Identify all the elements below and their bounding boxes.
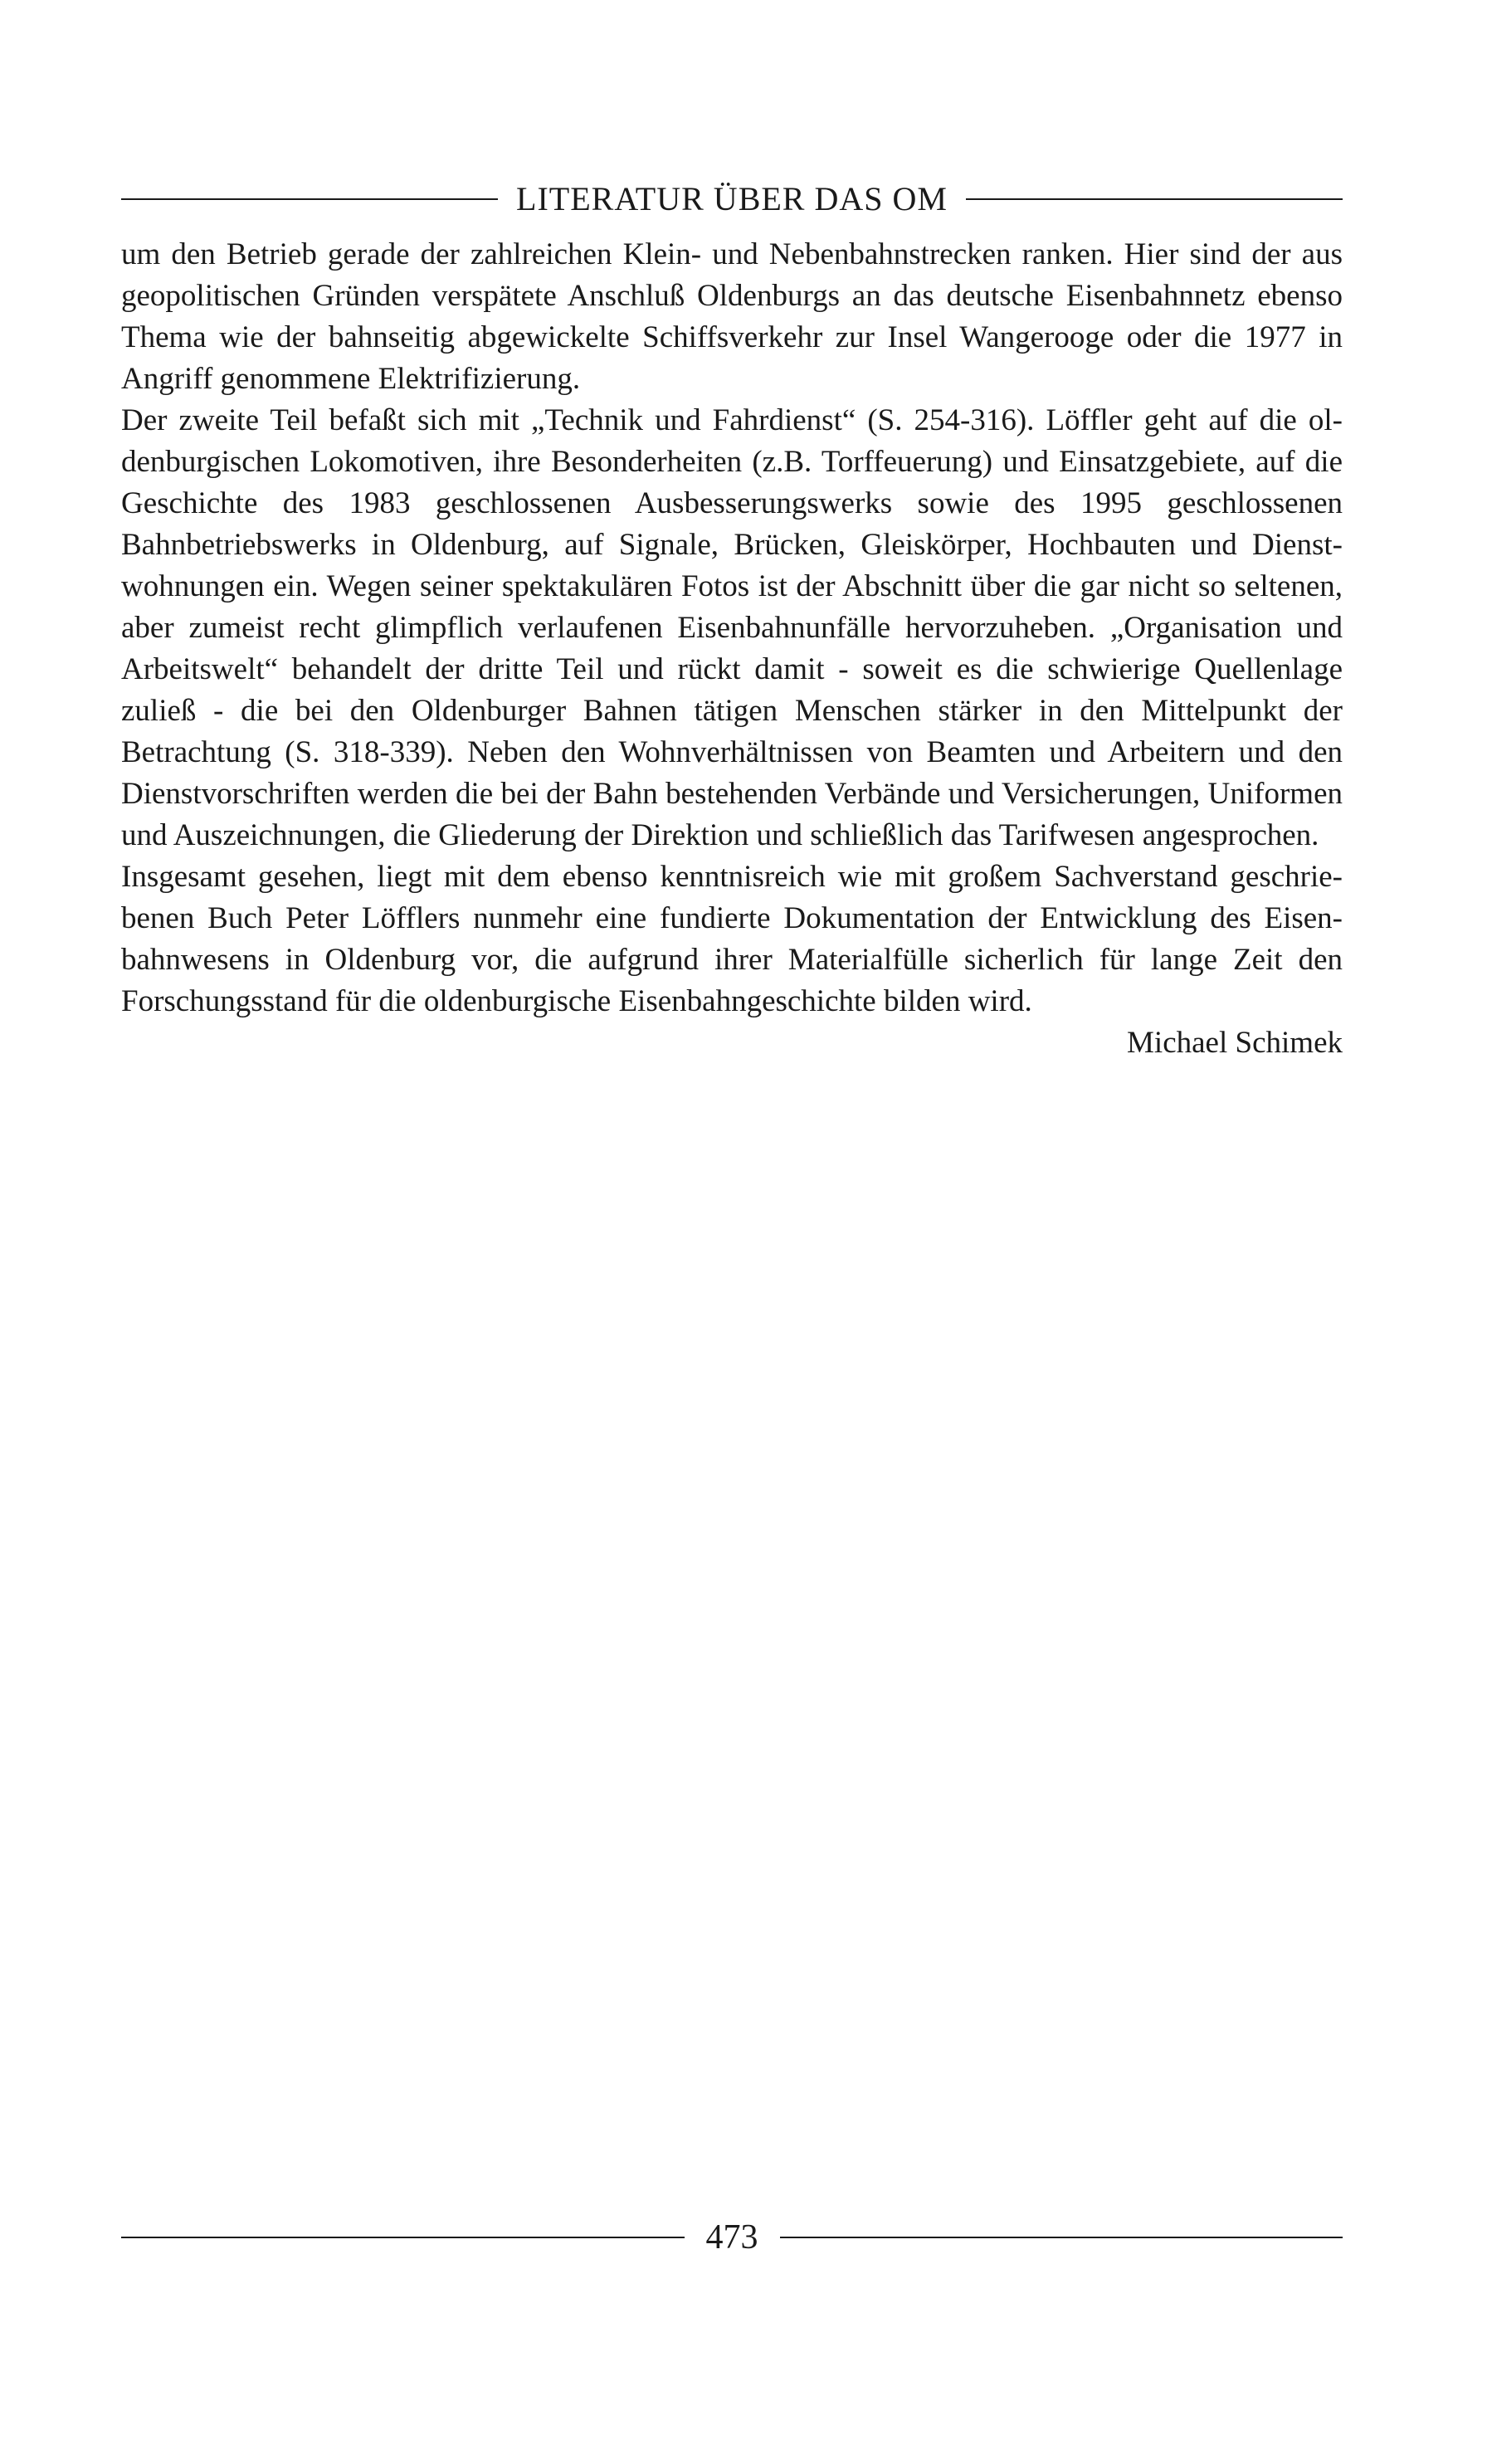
footer-rule-left xyxy=(121,2237,685,2238)
header-title: LITERATUR ÜBER DAS OM xyxy=(516,180,948,217)
paragraph-1: um den Betrieb gerade der zahlreichen Klein- und Nebenbahnstrecken ranken. Hier sind der aus geopolitischen Gründen verspätete Anschluß Oldenburgs an das deutsche Eisenbahnnetz ebenso Thema wie der bahnseitig abgewickelte Schiffsverkehr zur Insel Wangerooge oder die 1977 in Angriff genommene Elektrifizierung. xyxy=(121,237,1343,396)
body-text xyxy=(121,234,1343,1064)
author-signature: Michael Schimek xyxy=(1127,1026,1343,1060)
header-rule-left xyxy=(121,198,498,200)
page-number: 473 xyxy=(705,2218,758,2257)
running-header xyxy=(121,176,1343,222)
header-rule-right xyxy=(966,198,1343,200)
page-footer xyxy=(121,2213,1343,2262)
footer-rule-right xyxy=(780,2237,1343,2238)
paragraph-2: Der zweite Teil befaßt sich mit „Technik und Fahrdienst“ (S. 254-316). Löffler geht auf die oldenburgischen Lokomotiven, ihre Besonderheiten (z.B. Torffeuerung) und Einsatzgebiete, auf die Geschichte des 1983 geschlossenen Ausbesserungswerks sowie des 1995 geschlossenen Bahnbetriebswerks in Oldenburg, auf Signale, Brücken, Gleiskörper, Hochbauten und Dienstwohnungen ein. Wegen seiner spektakulären Fotos ist der Abschnitt über die gar nicht so seltenen, aber zumeist recht glimpflich verlaufenen Eisenbahnunfälle hervorzuheben. „Organisation und Arbeitswelt“ behandelt der dritte Teil und rückt damit - soweit es die schwierige Quellenlage zuließ - die bei den Oldenburger Bahnen tätigen Menschen stärker in den Mittelpunkt der Betrachtung (S. 318-339). Neben den Wohnverhältnissen von Beamten und Arbeitern und den Dienstvorschriften werden die bei der Bahn bestehenden Verbände und Versicherungen, Uniformen und Auszeichnungen, die Gliederung der Direktion und schließlich das Tarifwesen angesprochen. xyxy=(121,403,1343,852)
paragraph-3: Insgesamt gesehen, liegt mit dem ebenso kenntnisreich wie mit großem Sachverstand geschriebenen Buch Peter Löfflers nunmehr eine fundierte Dokumentation der Entwicklung des Eisenbahnwesens in Oldenburg vor, die aufgrund ihrer Materialfülle sicherlich für lange Zeit den Forschungsstand für die oldenburgische Eisenbahngeschichte bilden wird. xyxy=(121,860,1343,1018)
